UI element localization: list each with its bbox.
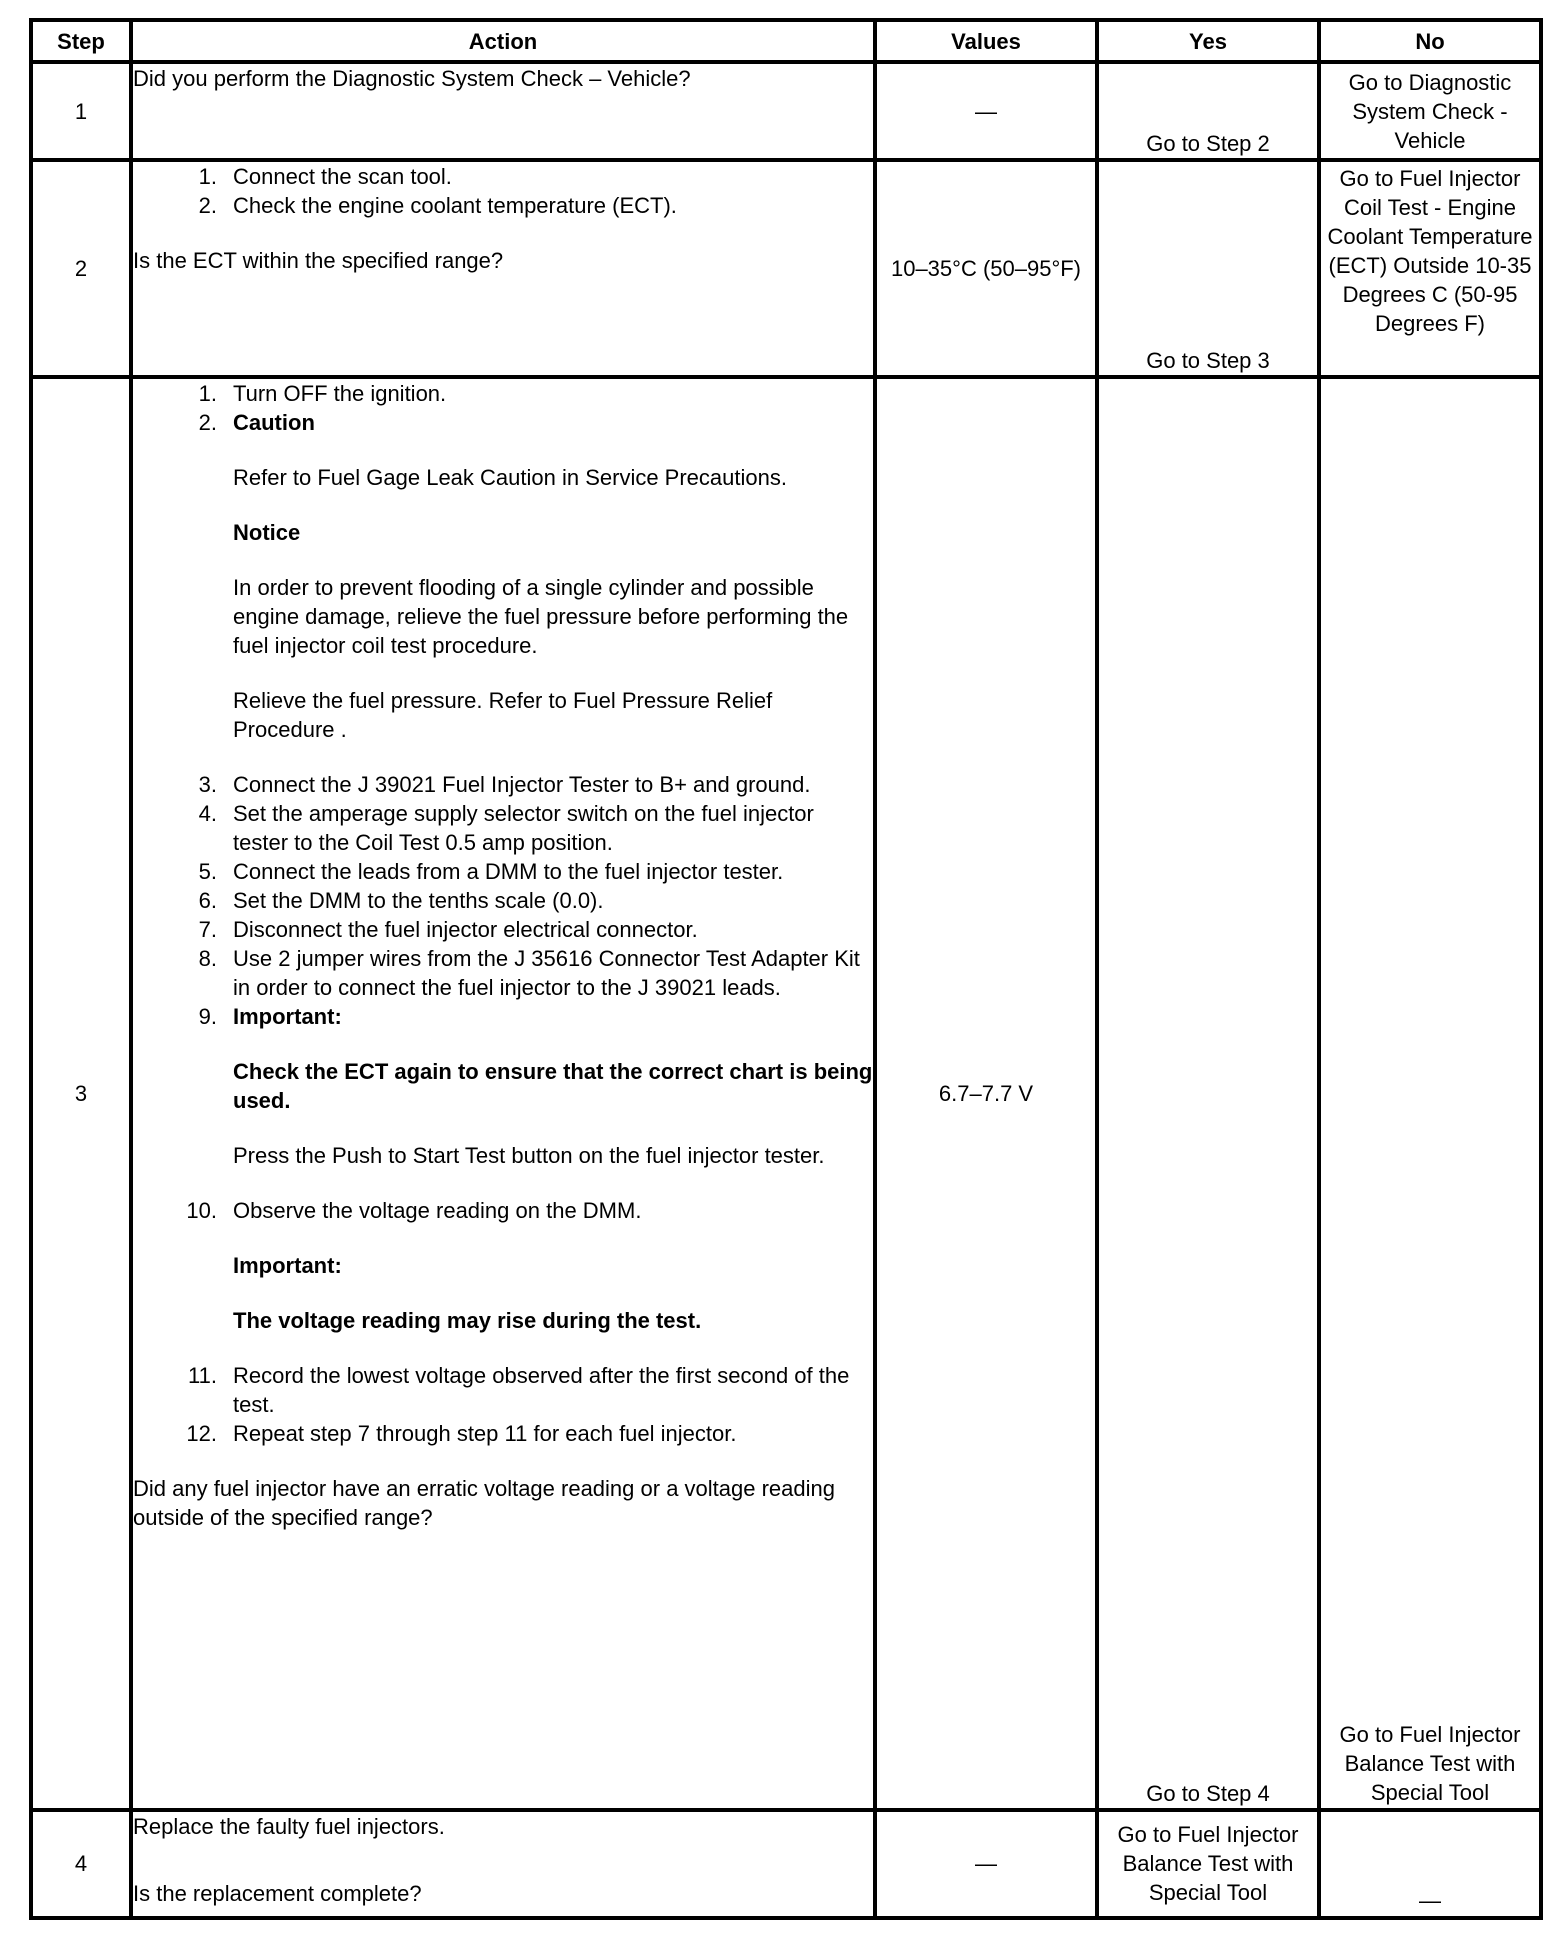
list-item-text: Connect the J 39021 Fuel Injector Tester to B+ and ground. xyxy=(233,771,811,797)
action-question: Is the replacement complete? xyxy=(133,1880,422,1906)
table-row xyxy=(31,62,1541,160)
list-item-number: 12. xyxy=(186,1420,217,1446)
no-cell: Go to Fuel Injector Coil Test - Engine Coolant Temperature (ECT) Outside 10-35 Degrees C (50-95 Degrees F) xyxy=(1319,160,1541,376)
diagnostic-table xyxy=(29,18,1543,1920)
list-item-text: Connect the leads from a DMM to the fuel injector tester. xyxy=(233,858,784,884)
list-item xyxy=(133,408,873,744)
action-text: Replace the faulty fuel injectors. xyxy=(133,1813,445,1839)
press-text: Press the Push to Start Test button on the fuel injector tester. xyxy=(233,1142,825,1168)
action-cell xyxy=(131,377,875,1810)
list-item-text: Set the amperage supply selector switch on the fuel injector tester to the Coil Test 0.5 amp position. xyxy=(233,800,814,855)
list-item-text: Turn OFF the ignition. xyxy=(233,380,447,406)
list-item xyxy=(133,799,873,857)
step-number: 4 xyxy=(31,1810,131,1918)
list-item-number: 1. xyxy=(198,164,217,190)
list-item xyxy=(133,915,873,944)
header-row xyxy=(31,20,1541,62)
list-item xyxy=(133,1196,873,1335)
list-item-text: Record the lowest voltage observed after the first second of the test. xyxy=(233,1362,850,1417)
step-number: 1 xyxy=(31,62,131,160)
no-cell: Go to Diagnostic System Check - Vehicle xyxy=(1319,62,1541,160)
list-item-text: Disconnect the fuel injector electrical connector. xyxy=(233,916,698,942)
caution-heading: Caution xyxy=(233,409,315,435)
list-item xyxy=(133,191,873,220)
list-item xyxy=(133,1419,873,1448)
list-item xyxy=(133,162,873,191)
yes-cell: Go to Step 3 xyxy=(1097,160,1319,376)
list-item-number: 6. xyxy=(198,887,217,913)
list-item-number: 7. xyxy=(198,916,217,942)
yes-cell: Go to Step 2 xyxy=(1097,62,1319,160)
important-text: Check the ECT again to ensure that the correct chart is being used. xyxy=(233,1058,873,1113)
list-item xyxy=(133,379,873,408)
list-item-number: 2. xyxy=(198,193,217,219)
notice-heading: Notice xyxy=(233,519,301,545)
table-row xyxy=(31,1810,1541,1918)
step-number: 3 xyxy=(31,377,131,1810)
list-item-text: Use 2 jumper wires from the J 35616 Connector Test Adapter Kit in order to connect the fuel injector to the J 39021 leads. xyxy=(233,945,860,1000)
important-heading: Important: xyxy=(233,1252,342,1278)
list-item xyxy=(133,1002,873,1170)
list-item-number: 5. xyxy=(198,858,217,884)
list-item-number: 4. xyxy=(198,800,217,826)
relieve-text: Relieve the fuel pressure. Refer to Fuel Pressure Relief Procedure . xyxy=(233,687,773,742)
action-cell xyxy=(131,160,875,376)
list-item-number: 1. xyxy=(198,380,217,406)
yes-cell: Go to Fuel Injector Balance Test with Special Tool xyxy=(1097,1810,1319,1918)
step-number: 2 xyxy=(31,160,131,376)
list-item xyxy=(133,857,873,886)
values-cell: — xyxy=(875,1810,1097,1918)
header-step: Step xyxy=(31,20,131,62)
list-item-number: 3. xyxy=(198,771,217,797)
list-item-number: 11. xyxy=(188,1362,217,1388)
important-heading: Important: xyxy=(233,1003,342,1029)
action-question: Did any fuel injector have an erratic voltage reading or a voltage reading outside of the specified range? xyxy=(133,1475,835,1530)
list-item-number: 8. xyxy=(198,945,217,971)
action-steps xyxy=(133,379,873,1448)
action-question: Is the ECT within the specified range? xyxy=(133,248,504,274)
table-row xyxy=(31,377,1541,1810)
notice-text: In order to prevent flooding of a single cylinder and possible engine damage, relieve the fuel pressure before performing the fuel injector coil test procedure. xyxy=(233,574,849,658)
list-item-text: Repeat step 7 through step 11 for each fuel injector. xyxy=(233,1420,737,1446)
list-item-text: Set the DMM to the tenths scale (0.0). xyxy=(233,887,604,913)
header-values: Values xyxy=(875,20,1097,62)
yes-cell: Go to Step 4 xyxy=(1097,377,1319,1810)
no-cell: — xyxy=(1319,1810,1541,1918)
important-text: The voltage reading may rise during the test. xyxy=(233,1307,702,1333)
list-item-number: 10. xyxy=(186,1197,217,1223)
header-yes: Yes xyxy=(1097,20,1319,62)
table-row xyxy=(31,160,1541,376)
values-cell: — xyxy=(875,62,1097,160)
list-item-number: 9. xyxy=(198,1003,217,1029)
list-item-number: 2. xyxy=(198,409,217,435)
action-cell xyxy=(131,1810,875,1918)
header-action: Action xyxy=(131,20,875,62)
list-item-text: Observe the voltage reading on the DMM. xyxy=(233,1197,642,1223)
values-cell: 6.7–7.7 V xyxy=(875,377,1097,1810)
list-item xyxy=(133,770,873,799)
list-item xyxy=(133,944,873,1002)
list-item-text: Check the engine coolant temperature (ECT). xyxy=(233,193,677,219)
no-cell: Go to Fuel Injector Balance Test with Special Tool xyxy=(1319,377,1541,1810)
action-cell xyxy=(131,62,875,160)
caution-text: Refer to Fuel Gage Leak Caution in Service Precautions. xyxy=(233,464,787,490)
header-no: No xyxy=(1319,20,1541,62)
action-steps xyxy=(133,162,873,220)
list-item-text: Connect the scan tool. xyxy=(233,164,452,190)
list-item xyxy=(133,1361,873,1419)
list-item xyxy=(133,886,873,915)
action-question: Did you perform the Diagnostic System Check – Vehicle? xyxy=(133,66,691,92)
values-cell: 10–35°C (50–95°F) xyxy=(875,160,1097,376)
